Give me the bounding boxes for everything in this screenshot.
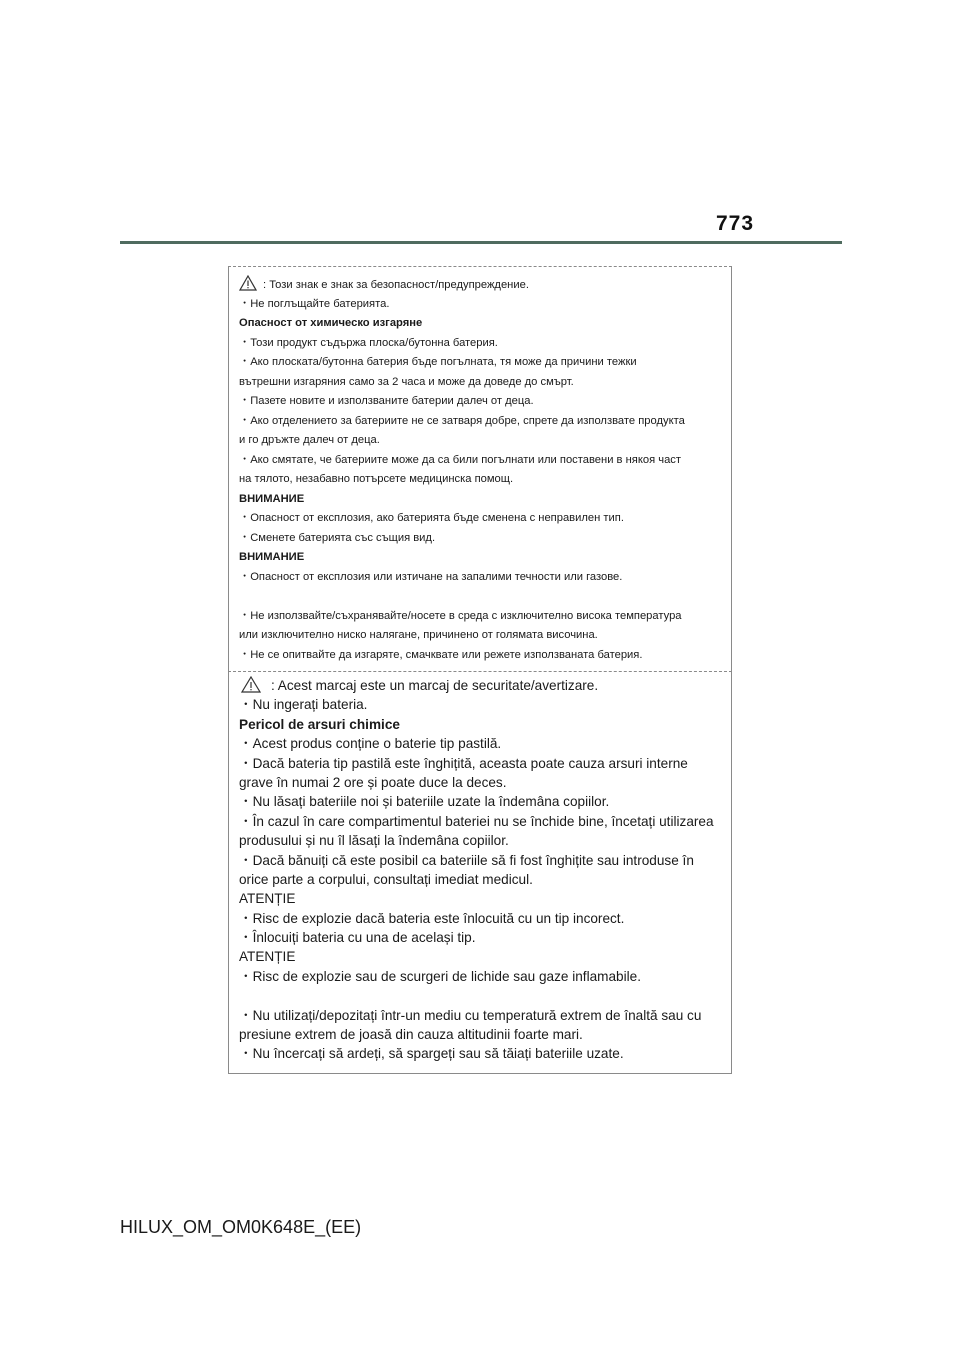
bg-safety-mark-text: : Този знак е знак за безопасност/предупреждение. <box>263 279 529 291</box>
bg-line: на тялото, незабавно потърсете медицинска помощ. <box>239 473 514 485</box>
romanian-warning-panel <box>228 672 732 1074</box>
ro-line: produsului și nu îl lăsați la îndemâna copiilor. <box>239 833 509 849</box>
bg-line: или изключително ниско налягане, причинено от голямата височина. <box>239 629 598 641</box>
ro-line: ・În cazul în care compartimentul bateriei nu se închide bine, încetați utilizarea <box>239 813 714 829</box>
ro-line: grave în numai 2 ore și poate duce la deces. <box>239 774 507 790</box>
bg-line: ・Опасност от експлозия, ако батерията бъде сменена с неправилен тип. <box>239 512 624 524</box>
bg-line: вътрешни изгаряния само за 2 часа и може да доведе до смърт. <box>239 375 574 388</box>
bg-line: ・Този продукт съдържа плоска/бутонна батерия. <box>239 336 498 349</box>
bg-safety-mark-line <box>239 275 721 295</box>
bg-spacer <box>239 587 721 607</box>
bg-line: ・Ако плоската/бутонна батерия бъде погълната, тя може да причини тежки <box>239 356 637 368</box>
bg-line: ・Не поглъщайте батерията. <box>239 297 390 310</box>
bg-line: ・Не се опитвайте да изгаряте, смачквате или режете използваната батерия. <box>239 648 643 661</box>
ro-line: ・Nu lăsați bateriile noi și bateriile uzate la îndemâna copiilor. <box>239 794 610 810</box>
ro-heading-caution: ATENȚIE <box>239 891 296 907</box>
bg-line: и го дръжте далеч от деца. <box>239 434 380 446</box>
ro-safety-mark-line <box>239 676 721 695</box>
page-number: 773 <box>716 212 755 235</box>
ro-line: ・Dacă bănuiți că este posibil ca bateriile să fi fost înghițite sau introduse în <box>239 852 694 868</box>
bulgarian-warning-panel <box>228 266 732 672</box>
ro-line: ・Nu ingerați bateria. <box>239 697 368 713</box>
document-footer-code: HILUX_OM_OM0K648E_(EE) <box>120 1217 362 1237</box>
ro-line: orice parte a corpului, consultați imediat medicul. <box>239 871 533 887</box>
ro-line: ・Risc de explozie dacă bateria este înlocuită cu un tip incorect. <box>239 910 625 926</box>
bg-heading-caution: ВНИМАНИЕ <box>239 492 305 505</box>
bg-line: ・Пазете новите и използваните батерии далеч от деца. <box>239 395 534 407</box>
ro-safety-mark-text: : Acest marcaj este un marcaj de securitate/avertizare. <box>271 678 599 693</box>
bg-line: ・Опасност от експлозия или изтичане на запалими течности или газове. <box>239 570 623 583</box>
ro-line: ・Dacă bateria tip pastilă este înghițită, aceasta poate cauza arsuri interne <box>239 755 688 771</box>
ro-line: ・Acest produs conține o baterie tip pastilă. <box>239 736 502 752</box>
ro-heading-caution: ATENȚIE <box>239 949 296 965</box>
ro-line: presiune extrem de joasă din cauza altitudinii foarte mari. <box>239 1027 583 1043</box>
ro-heading-chemical-burn: Pericol de arsuri chimice <box>239 716 400 732</box>
ro-line: ・Risc de explozie sau de scurgeri de lichide sau gaze inflamabile. <box>239 968 641 984</box>
bg-heading-caution: ВНИМАНИЕ <box>239 551 305 563</box>
ro-spacer <box>239 986 721 1005</box>
bg-line: ・Не използвайте/съхранявайте/носете в среда с изключително висока температура <box>239 609 682 622</box>
bg-line: ・Ако отделението за батериите не се затваря добре, спрете да използвате продукта <box>239 414 685 427</box>
ro-line: ・Nu utilizați/depozitați într-un mediu cu temperatură extrem de înaltă sau cu <box>239 1007 702 1023</box>
bg-line: ・Сменете батерията със същия вид. <box>239 531 436 544</box>
header-rule <box>120 241 842 244</box>
ro-line: ・Înlocuiți bateria cu una de același tip. <box>239 930 476 946</box>
ro-line: ・Nu încercați să ardeți, să spargeți sau să tăiați bateriile uzate. <box>239 1046 624 1062</box>
bg-heading-chemical-burn: Опасност от химическо изгаряне <box>239 317 423 329</box>
bg-line: ・Ако смятате, че батериите може да са били погълнати или поставени в някоя част <box>239 453 682 466</box>
